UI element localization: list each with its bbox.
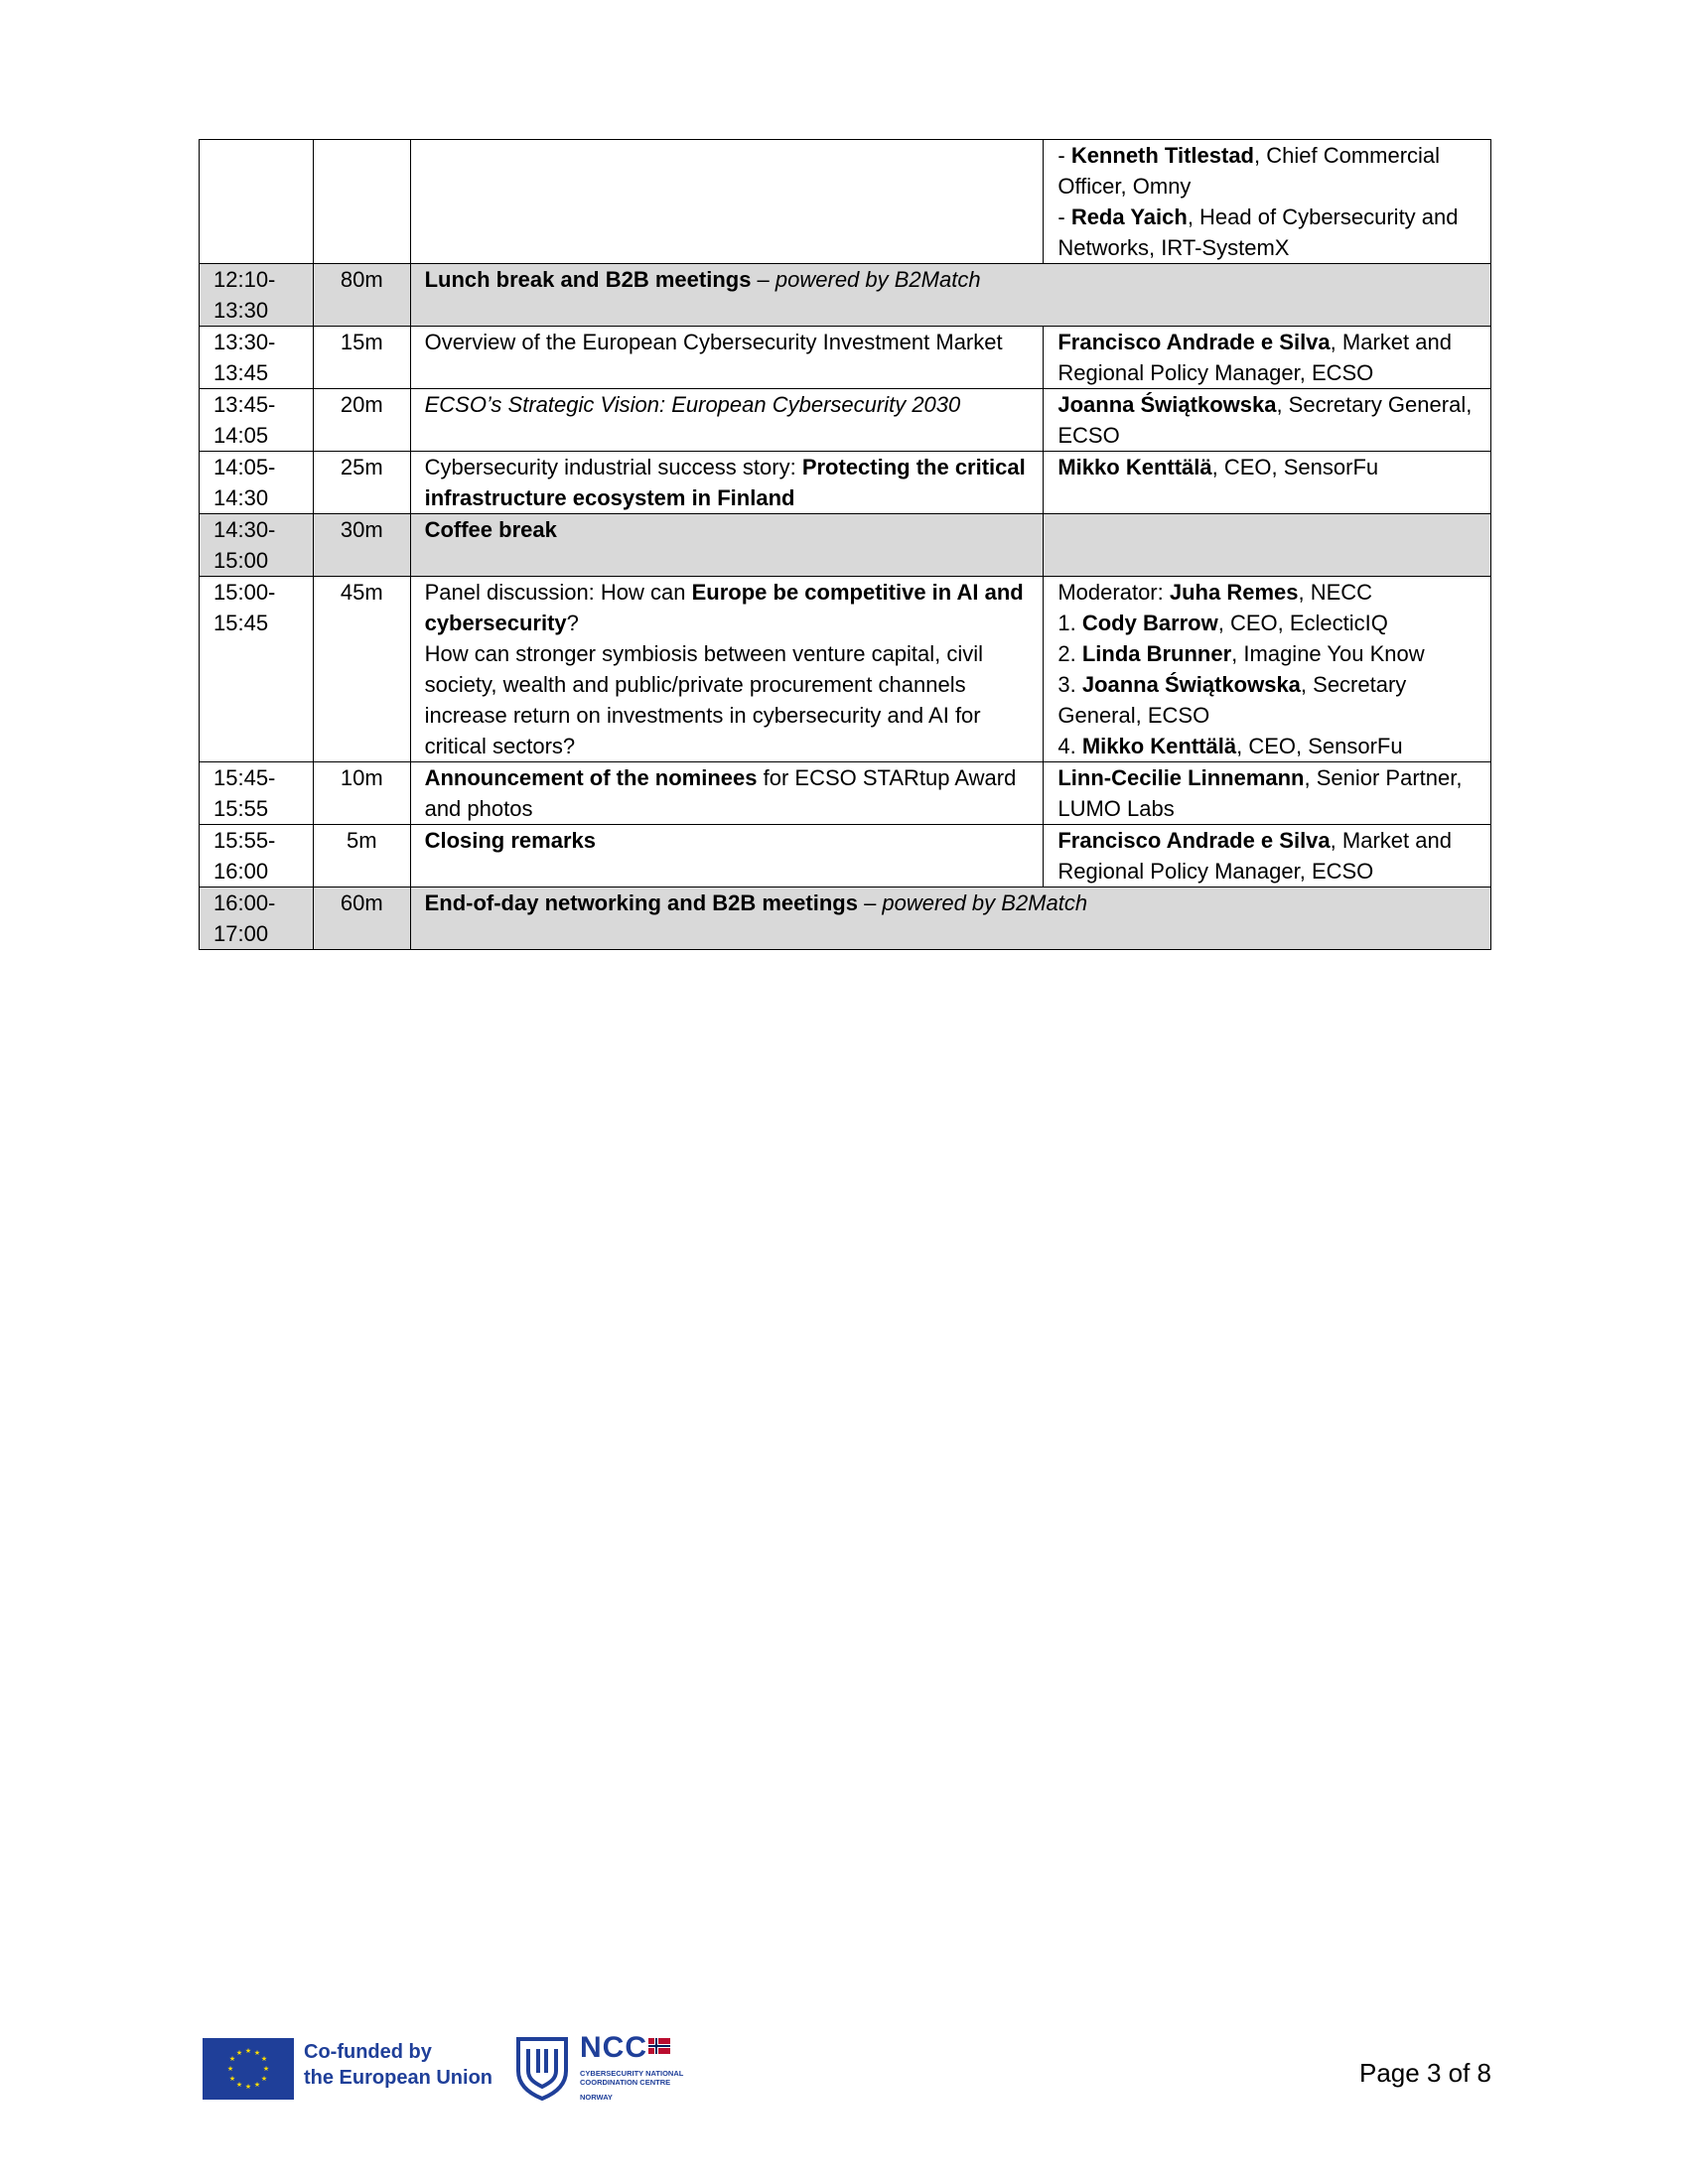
agenda-table <box>199 139 1491 950</box>
speaker-name: Juha Remes <box>1169 580 1299 605</box>
speaker-cell <box>1044 825 1491 887</box>
duration-cell: 80m <box>313 264 410 327</box>
table-row <box>200 514 1491 577</box>
table-row <box>200 140 1491 264</box>
svg-text:★: ★ <box>260 2075 268 2083</box>
speaker-role: , Market and Regional Policy Manager, ECSO <box>1057 828 1452 884</box>
session-title: Panel discussion: How can Europe be competitive in AI and cybersecurity? <box>424 580 1024 635</box>
session-note: powered by B2Match <box>882 890 1088 915</box>
speaker-name: Francisco Andrade e Silva <box>1057 828 1331 853</box>
session-cell: Cybersecurity industrial success story: Protecting the critical infrastructure ecosystem in Finland <box>410 452 1044 514</box>
session-title: Announcement of the nominees <box>424 765 758 790</box>
table-row <box>200 887 1491 950</box>
session-cell: Announcement of the nominees for ECSO STARtup Award and photos <box>410 762 1044 825</box>
duration-cell: 20m <box>313 389 410 452</box>
speaker-name: Joanna Świątkowska <box>1081 672 1301 697</box>
session-question: How can stronger symbiosis between venture capital, civil society, wealth and public/private procurement channels increase return on investments in cybersecurity and AI for critical sectors? <box>424 641 984 758</box>
session-cell: Lunch break and B2B meetings – powered by B2Match <box>410 264 1490 327</box>
page-footer <box>0 2025 1688 2134</box>
svg-text:★: ★ <box>228 2075 236 2083</box>
moderator-entry: Moderator: Juha Remes, NECC <box>1057 580 1373 605</box>
session-title: Closing remarks <box>424 828 596 853</box>
time-cell: 13:30-13:45 <box>200 327 314 389</box>
table-row <box>200 577 1491 762</box>
speaker-name: Reda Yaich <box>1070 205 1188 229</box>
time-cell: 14:05-14:30 <box>200 452 314 514</box>
session-cell <box>410 140 1044 264</box>
speaker-name: Cody Barrow <box>1081 611 1218 635</box>
panelist-entry: 2. Linda Brunner, Imagine You Know <box>1057 641 1425 666</box>
speaker-entry: - Kenneth Titlestad, Chief Commercial Officer, Omny <box>1057 143 1441 199</box>
speaker-cell <box>1044 514 1491 577</box>
session-cell: Overview of the European Cybersecurity Investment Market <box>410 327 1044 389</box>
table-row <box>200 452 1491 514</box>
duration-cell: 25m <box>313 452 410 514</box>
svg-text:★: ★ <box>235 2081 243 2089</box>
panelist-entry: 4. Mikko Kenttälä, CEO, SensorFu <box>1057 734 1403 758</box>
speaker-name: Francisco Andrade e Silva <box>1057 330 1331 354</box>
panelist-entry: 1. Cody Barrow, CEO, EclecticIQ <box>1057 611 1388 635</box>
page-number: Page 3 of 8 <box>1359 2058 1491 2088</box>
speaker-role: , Market and Regional Policy Manager, ECSO <box>1057 330 1452 385</box>
speaker-name: Linn-Cecilie Linnemann <box>1057 765 1305 790</box>
time-cell: 15:45-15:55 <box>200 762 314 825</box>
session-cell <box>410 825 1044 887</box>
svg-text:★: ★ <box>260 2055 268 2063</box>
session-title: Coffee break <box>424 517 557 542</box>
session-title: Protecting the critical infrastructure ecosystem in Finland <box>424 455 1026 510</box>
table-row <box>200 264 1491 327</box>
time-cell: 12:10-13:30 <box>200 264 314 327</box>
duration-cell: 5m <box>313 825 410 887</box>
table-row <box>200 825 1491 887</box>
svg-text:★: ★ <box>253 2049 261 2057</box>
eu-flag-icon <box>203 2038 294 2100</box>
time-cell: 15:00-15:45 <box>200 577 314 762</box>
speaker-role: , Senior Partner, LUMO Labs <box>1057 765 1463 821</box>
norway-flag-icon <box>648 2038 670 2054</box>
session-title: ECSO’s Strategic Vision: European Cybersecurity 2030 <box>424 392 961 417</box>
table-row <box>200 389 1491 452</box>
session-title: Lunch break and B2B meetings <box>424 267 752 292</box>
svg-text:★: ★ <box>244 2083 252 2091</box>
session-cell <box>410 514 1044 577</box>
eu-funding-label: Co-funded by the European Union <box>304 2041 492 2089</box>
svg-text:★: ★ <box>253 2081 261 2089</box>
speaker-name: Kenneth Titlestad <box>1070 143 1254 168</box>
speaker-role: , Head of Cybersecurity and Networks, IRT-SystemX <box>1057 205 1459 260</box>
duration-cell <box>313 140 410 264</box>
speaker-name: Mikko Kenttälä <box>1081 734 1237 758</box>
speaker-name: Linda Brunner <box>1081 641 1232 666</box>
time-cell: 13:45-14:05 <box>200 389 314 452</box>
ncc-logo-title: NCC <box>580 2031 647 2064</box>
duration-cell: 30m <box>313 514 410 577</box>
speaker-cell <box>1044 452 1491 514</box>
speaker-cell <box>1044 327 1491 389</box>
speaker-name: Joanna Świątkowska <box>1057 392 1277 417</box>
ncc-shield-icon <box>514 2035 570 2101</box>
speaker-cell <box>1044 577 1491 762</box>
table-row <box>200 327 1491 389</box>
time-cell: 14:30-15:00 <box>200 514 314 577</box>
duration-cell: 45m <box>313 577 410 762</box>
svg-text:★: ★ <box>235 2049 243 2057</box>
speaker-name: Mikko Kenttälä <box>1057 455 1212 479</box>
ncc-logo-country: NORWAY <box>580 2093 613 2102</box>
time-cell <box>200 140 314 264</box>
svg-text:★: ★ <box>226 2065 234 2073</box>
session-title: End-of-day networking and B2B meetings <box>424 890 858 915</box>
svg-text:★: ★ <box>244 2047 252 2055</box>
ncc-logo-subtitle: CYBERSECURITY NATIONAL COORDINATION CENTRE <box>580 2069 684 2087</box>
duration-cell: 10m <box>313 762 410 825</box>
session-cell: End-of-day networking and B2B meetings – powered by B2Match <box>410 887 1490 950</box>
speaker-cell <box>1044 389 1491 452</box>
svg-text:★: ★ <box>228 2055 236 2063</box>
session-note: powered by B2Match <box>774 267 981 292</box>
session-cell <box>410 577 1044 762</box>
speaker-cell <box>1044 762 1491 825</box>
speaker-entry: - Reda Yaich, Head of Cybersecurity and Networks, IRT-SystemX <box>1057 205 1459 260</box>
time-cell: 16:00-17:00 <box>200 887 314 950</box>
svg-text:★: ★ <box>262 2065 270 2073</box>
duration-cell: 15m <box>313 327 410 389</box>
speaker-role: , Secretary General, ECSO <box>1057 392 1473 448</box>
speaker-role: , CEO, SensorFu <box>1211 455 1379 479</box>
speaker-cell <box>1044 140 1491 264</box>
duration-cell: 60m <box>313 887 410 950</box>
session-cell <box>410 389 1044 452</box>
speaker-role: , Chief Commercial Officer, Omny <box>1057 143 1441 199</box>
table-row <box>200 762 1491 825</box>
time-cell: 15:55-16:00 <box>200 825 314 887</box>
panelist-entry: 3. Joanna Świątkowska, Secretary General, ECSO <box>1057 672 1407 728</box>
